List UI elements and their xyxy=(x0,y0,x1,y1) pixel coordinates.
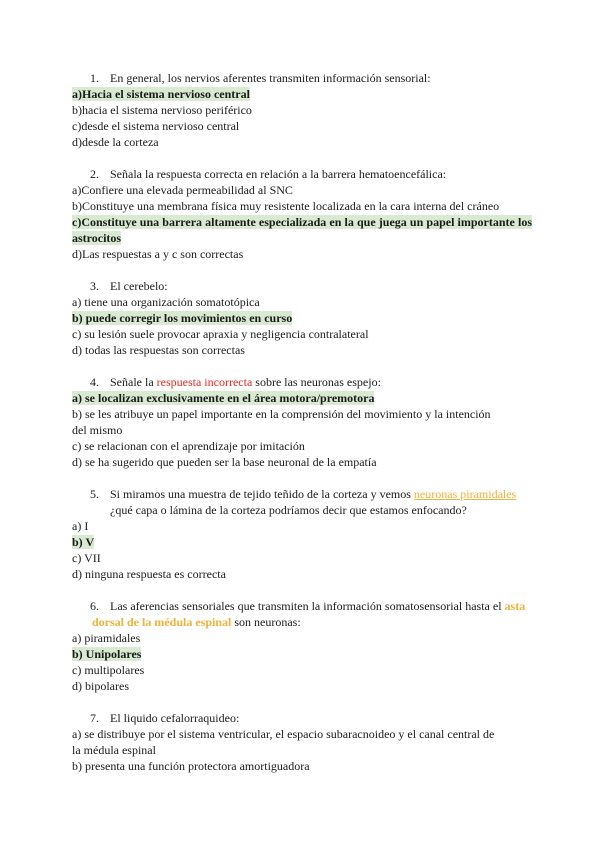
answer-option: a) piramidales xyxy=(72,631,141,645)
question-7-stem xyxy=(72,710,532,726)
answer-option: d) todas las respuestas son correctas xyxy=(72,343,245,357)
question-5-stem xyxy=(72,486,532,502)
answer-option: d) se ha sugerido que pueden ser la base neuronal de la empatía xyxy=(72,455,377,469)
question-text: El cerebelo: xyxy=(110,279,168,293)
question-number: 3. xyxy=(90,279,99,293)
question-1-stem xyxy=(72,70,532,86)
correct-answer: a) se localizan exclusivamente en el área motora/premotora xyxy=(72,391,375,405)
question-6 xyxy=(72,598,532,694)
question-number: 4. xyxy=(90,375,99,389)
question-text: Las aferencias sensoriales que transmiten la información somatosensorial hasta el xyxy=(110,599,505,613)
answer-option: d)Las respuestas a y c son correctas xyxy=(72,247,244,261)
highlight-text-orange: neuronas piramidales xyxy=(413,487,517,501)
answer-option: c) se relacionan con el aprendizaje por imitación xyxy=(72,439,305,453)
answer-option: a) I xyxy=(72,519,89,533)
question-text: Señale la xyxy=(110,375,157,389)
question-6-stem xyxy=(72,598,532,630)
question-4-stem xyxy=(72,374,532,390)
question-5 xyxy=(72,486,532,582)
question-3-stem xyxy=(72,278,532,294)
highlight-text-red: respuesta incorrecta xyxy=(156,375,253,389)
question-number: 5. xyxy=(90,487,99,501)
correct-answer: b) Unipolares xyxy=(72,647,142,661)
question-text: sobre las neuronas espejo: xyxy=(252,375,381,389)
correct-answer: b) puede corregir los movimientos en curso xyxy=(72,311,293,325)
question-text-continued: ¿qué capa o lámina de la corteza podríamos decir que estamos enfocando? xyxy=(110,503,467,517)
answer-option: c) su lesión suele provocar apraxia y negligencia contralateral xyxy=(72,327,369,341)
answer-option: a) se distribuye por el sistema ventricular, el espacio subaracnoideo y el canal central de la médula espinal xyxy=(72,727,495,757)
answer-option: d) bipolares xyxy=(72,679,129,693)
highlight-text-orange: asta dorsal de la médula espinal xyxy=(92,599,526,629)
correct-answer: c)Constituye una barrera altamente especializada en la que juega un papel importante los astrocitos xyxy=(72,215,532,245)
question-number: 6. xyxy=(90,599,99,613)
answer-option: a)Confiere una elevada permeabilidad al SNC xyxy=(72,183,293,197)
question-1 xyxy=(72,70,532,150)
question-text: son neuronas: xyxy=(231,615,301,629)
correct-answer: a)Hacia el sistema nervioso central xyxy=(72,87,250,101)
answer-option: c) multipolares xyxy=(72,663,145,677)
answer-option: c)desde el sistema nervioso central xyxy=(72,119,240,133)
answer-option: b) presenta una función protectora amortiguadora xyxy=(72,759,310,773)
answer-option: b)hacia el sistema nervioso periférico xyxy=(72,103,252,117)
question-4 xyxy=(72,374,532,470)
question-text: Señala la respuesta correcta en relación a la barrera hematoencefálica: xyxy=(110,167,447,181)
question-text: En general, los nervios aferentes transmiten información sensorial: xyxy=(110,71,431,85)
answer-option: c) VII xyxy=(72,551,101,565)
question-2 xyxy=(72,166,532,262)
question-text: Si miramos una muestra de tejido teñido de la corteza y vemos xyxy=(110,487,414,501)
question-number: 7. xyxy=(90,711,99,725)
question-7 xyxy=(72,710,532,774)
question-number: 2. xyxy=(90,167,99,181)
answer-option: a) tiene una organización somatotópica xyxy=(72,295,260,309)
answer-option: d) ninguna respuesta es correcta xyxy=(72,567,226,581)
question-text: El liquido cefalorraquideo: xyxy=(110,711,240,725)
answer-option: b) se les atribuye un papel importante en la comprensión del movimiento y la intención del mismo xyxy=(72,407,491,437)
correct-answer: b) V xyxy=(72,535,95,549)
question-3 xyxy=(72,278,532,358)
answer-option: b)Constituye una membrana física muy resistente localizada en la cara interna del cráneo xyxy=(72,199,500,213)
answer-option: d)desde la corteza xyxy=(72,135,159,149)
question-number: 1. xyxy=(90,71,99,85)
question-2-stem xyxy=(72,166,532,182)
